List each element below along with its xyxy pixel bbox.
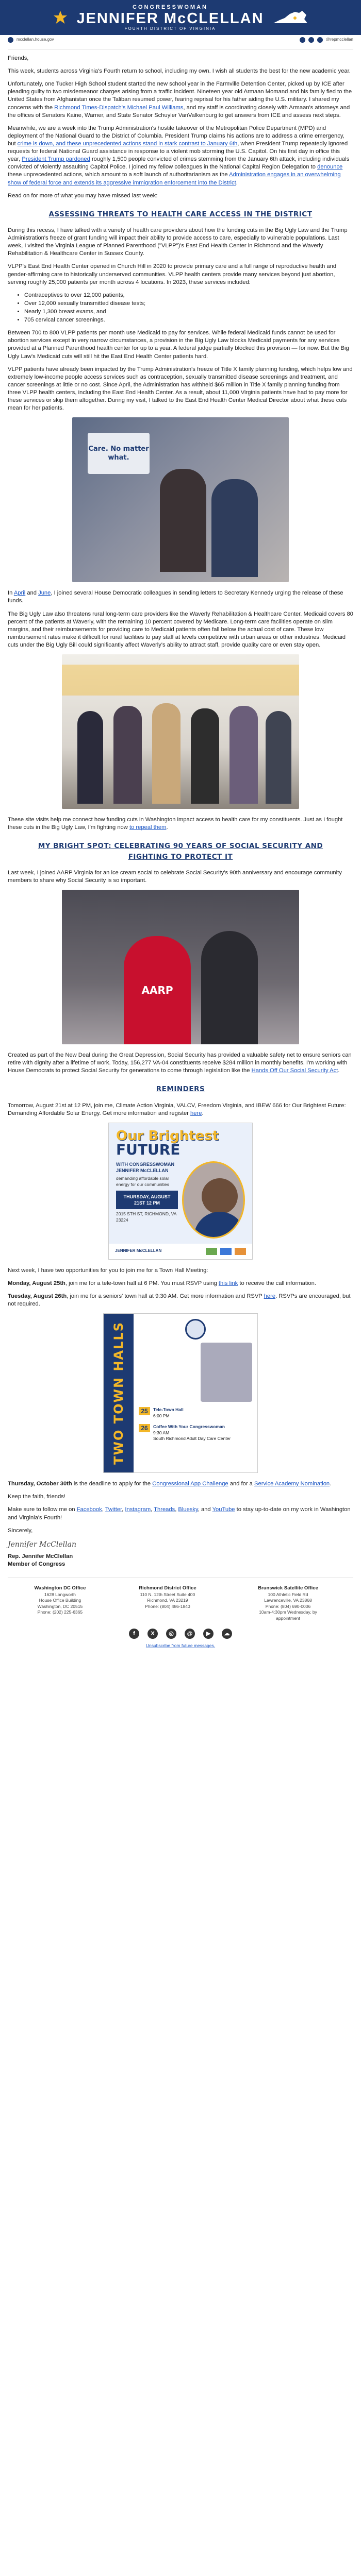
header-title-prefix: CONGRESSWOMAN [133,4,208,10]
threads-link[interactable]: Threads [154,1506,175,1513]
signature-block [8,1527,353,1568]
reminders-paragraph-1 [8,1102,353,1117]
list-item: • Over 12,000 sexually transmitted disease tests; [24,300,353,308]
flyer-bottom [109,1244,252,1259]
follow-paragraph: Make sure to follow me on Facebook, Twitter, Instagram, Threads, Bluesky, and YouTube to stay up-to-date on my work in Washington and Virginia's Fourth! [8,1506,351,1521]
event-time: 9:30 AM [153,1430,170,1435]
facebook-icon[interactable] [300,37,305,43]
health-paragraph-3: Between 700 to 800 VLPP patients per month use Medicaid to pay for services. While federal Medicaid funds cannot be used for abortion services except in very narrow circumstances, a provision in the Big Ugly Law blocks Medicaid payments for any services provided at a Planned Parenthood health center for up to a year. A federal judge partially blocked this provision — for now. But the Big Ugly Law's Medicaid cuts will still hit the East End Health Center patients hard. [8,330,349,360]
office-line: Lawrenceville, VA 23868 [264,1598,312,1603]
virginia-map-icon [272,10,308,25]
text: Make sure to follow me on [8,1506,77,1513]
social-security-section-title: MY BRIGHT SPOT: CELEBRATING 90 YEARS OF SOCIAL SECURITY AND FIGHTING TO PROTECT IT [38,842,323,861]
bluesky-icon[interactable]: ☁ [222,1629,232,1639]
town-hall-event-2 [139,1424,252,1442]
sponsor-logo [220,1248,232,1255]
federal-force-link[interactable]: Administration engages in an overwhelming show of federal force and extends its aggressive immigration enforcement into the District [8,172,341,186]
social-security-paragraph-2 [8,1052,353,1075]
signer-role: Member of Congress [8,1561,65,1567]
event-title: Coffee With Your Congresswoman [153,1424,225,1430]
text: Meanwhile, we are a week into the Trump Administration's hostile takeover of the Metropolitan Police Department (MPD) and deployment of the National Guard to the District of Columbia. President Trump claims his actions are to address a crime emergency, but [8,125,344,147]
office-line: 1628 Longworth [44,1591,76,1597]
text: . RSVPs are encouraged, but not required. [8,1293,351,1308]
list-item: • Contraceptives to over 12,000 patients, [24,292,353,299]
header-name-block [76,4,264,32]
reminders-section-title: REMINDERS [156,1085,205,1094]
text: to receive the call information. [238,1280,316,1286]
health-paragraph-4: VLPP patients have already been impacted by the Trump Administration's freeze of Title X family planning funding, which helps low and extremely low-income people access services such as contraception, sexually transmitted disease screenings and treatment, and cancer screenings at little or no cost. Since April, the Administration has withheld $65 million in Title X family planning funding from three VLPP health centers, including the East End Health Center. As a result, about 11,000 Virginia patients have had to pay more for these services or skip them altogether. During my visit, I talked to the East End Health Center Medical Director about what these cuts mean for her patients. [8,366,353,412]
instagram-icon[interactable] [317,37,323,43]
town-halls-main [134,1314,257,1472]
planned-parenthood-photo [72,417,289,582]
instagram-icon[interactable]: ◎ [166,1629,176,1639]
text: In [8,590,14,597]
text: roughly 1,500 people convicted of crimes stemming from the January 6th attack, including individuals convicted of violently assaulting Capitol Police. I joined my fellow colleagues in the National Capital Region Delegation to [8,156,350,171]
intro-paragraph-4: Read on for more of what you may have missed last week: [8,192,158,199]
text: and for a [228,1481,255,1487]
repeal-link[interactable]: to repeal them [129,824,167,831]
text: and [25,590,39,597]
office-line: House Office Building [39,1598,81,1603]
social-handle-group[interactable] [300,37,353,43]
text: . [338,1067,340,1074]
facebook-icon[interactable]: f [129,1629,139,1639]
instagram-link[interactable]: Instagram [125,1506,151,1513]
solar-event-register-link[interactable]: here [190,1110,202,1116]
text: , and my staff is coordinating closely with Armaan's attorneys and the offices of Senators Kaine, Warner, and State Senator Schuyler VanValkenburg to get answers from ICE and assess next steps. [8,104,350,118]
text: . [236,179,238,186]
text: , join me for a tele-town hall at 6 PM. You must RSVP using [65,1280,219,1286]
office-title: Washington DC Office [34,1585,86,1591]
youtube-link[interactable]: YouTube [212,1506,235,1513]
website-link[interactable]: mcclellan.house.gov [17,37,54,42]
service-academy-link[interactable]: Service Academy Nomination [254,1481,330,1487]
seniors-town-hall-rsvp-link[interactable]: here [264,1293,276,1300]
flyer-portrait [182,1161,245,1239]
social-security-paragraph-1: Last week, I joined AARP Virginia for an ice cream social to celebrate Social Security's 90th anniversary and encourage community members to share why Social Security is so important. [8,869,342,884]
event-date-number: 25 [139,1407,150,1415]
health-paragraph-7 [8,816,353,832]
seniors-town-hall-date: Tuesday, August 26th [8,1293,67,1300]
x-icon[interactable] [308,37,314,43]
header-banner [0,0,361,35]
keep-the-faith: Keep the faith, friends! [8,1494,65,1500]
office-title: Brunswick Satellite Office [258,1585,318,1591]
event-place: South Richmond Adult Day Care Center [153,1436,231,1442]
flyer-with: WITH CONGRESSWOMAN JENNIFER McCLELLAN [116,1161,174,1173]
text: , join me for a seniors' town hall at 9:30 AM. Get more information and RSVP [67,1293,264,1300]
text: to stay up-to-date on my work in Washington and Virginia's Fourth! [8,1506,351,1521]
aarp-photo [62,890,299,1044]
office-line: Phone: (202) 225-6365 [37,1609,83,1615]
health-paragraph-6: The Big Ugly Law also threatens rural long-term care providers like the Waverly Rehabilitation & Healthcare Center. Medicaid covers 80 percent of the patients at Waverly, with the remaining 10 percent covered by Medicare. Long-term care facilities operate on slim margins, and their reimbursements for providing care to Medicaid patients often fall below the actual cost of care. These low reimbursement rates make it difficult for rural facilities to pay staff at levels competitive with urban areas or other industries. Medicaid cuts under the Big Ugly Bill could significantly affect Waverly's ability to attract staff, provide quality care or even stay open. [8,611,353,648]
congresswoman-photo [201,1343,252,1402]
header-district: FOURTH DISTRICT OF VIRGINIA [124,26,216,31]
deadline-paragraph [8,1480,353,1488]
health-paragraph-5 [8,589,353,605]
flyer-body [116,1161,245,1244]
twitter-link[interactable]: Twitter [105,1506,122,1513]
flyer-text-col [116,1161,178,1239]
bluesky-link[interactable]: Bluesky [178,1506,198,1513]
text: Unfortunately, one Tucker High School student started the new school year in the Farmville Detention Center, picked up by ICE after pleading guilty to two misdemeanor charges arising from a traffic incident. Nineteen year old Armaan Momand and his family fled to the United States from Afghanistan once the Taliban resumed power, fearing reprisal for his father aiding the U.S. military. I shared my concerns with the [8,81,352,111]
sponsor-logo [206,1248,217,1255]
signer-name: Rep. Jennifer McClellan [8,1553,73,1560]
text: . [202,1110,204,1116]
flyer-desc: demanding affordable solar energy for our communities [116,1176,169,1187]
event-date-number: 26 [139,1424,150,1432]
youtube-icon[interactable]: ▶ [203,1629,214,1639]
brightest-future-flyer[interactable] [108,1123,253,1260]
text: these unprecedented actions, which amount to a soft launch of authoritarianism as the [8,172,229,178]
intro-paragraph-1: This week, students across Virginia's Fourth return to school, including my own. I wish all students the best for the new academic year. [8,68,351,75]
text: is the deadline to apply for the [72,1481,153,1487]
town-halls-vertical-title: TWO TOWN HALLS [111,1321,126,1465]
flyer-top [109,1123,252,1244]
website-link-group[interactable] [8,37,54,43]
flyer-heading-line1: Our Brightest [116,1128,219,1144]
town-halls-flyer[interactable] [103,1313,258,1473]
unsubscribe-link[interactable]: Unsubscribe from future messages. [145,1643,216,1649]
seniors-town-hall-paragraph [8,1293,353,1308]
threads-icon[interactable]: @ [185,1629,195,1639]
text: Created as part of the New Deal during the Great Depression, Social Security has provided a valuable safety net to ensure seniors can retire with dignity after a lifetime of work. Today, 156,277 VA-04 constituents receive $284 million in monthly benefits. I'm working with House Democrats to protect Social Security for generations to come through legislation like the [8,1052,352,1074]
event-time: 6:00 PM [153,1413,170,1418]
health-paragraph-1: During this recess, I have talked with a variety of health care providers about how the funding cuts in the Big Ugly Law and the Trump Administration's freeze of grant funding will impact their ability to provide access to care, especially to vulnerable populations. Last week, I visited the Virginia League of Planned Parenthood ("VLPP")'s East End Health Center in Richmond and the Waverly Rehabilitation & Healthcare Center in Sussex County. [8,227,348,257]
health-paragraph-2: VLPP's East End Health Center opened in Church Hill in 2020 to provide primary care and a full range of reproductive health and gender-affirming care to historically underserved communities. VLPP health centers provide many services beyond just abortion, serving roughly 25,000 patients per month across 4 locations. In 2023, these services included: [8,263,337,285]
social-handle[interactable]: @repmcclellan [325,37,353,42]
office-line: Phone: (804) 486-1840 [145,1603,190,1609]
care-sign-text: Care. No matter what. [88,445,149,462]
services-list [24,292,353,324]
sincerely: Sincerely, [8,1527,33,1534]
office-brunswick [250,1585,327,1621]
denounce-link[interactable]: denounce [317,164,343,171]
reminders-paragraph-2: Next week, I have two opportunities for you to join me for a Town Hall Meeting: [8,1267,208,1274]
intro-paragraph-2 [8,80,353,120]
sponsor-logo [235,1248,246,1255]
health-section-title: ASSESSING THREATS TO HEALTH CARE ACCESS IN THE DISTRICT [48,210,313,218]
town-hall-event-1 [139,1407,252,1419]
unsubscribe [8,1643,353,1649]
office-richmond [139,1585,196,1621]
crime-down-link[interactable]: crime is down, and these unprecedented actions stand in stark contrast to January 6th [17,140,238,147]
tele-town-hall-date: Monday, August 25th [8,1280,65,1286]
waverly-group-photo [62,654,299,809]
text: Tomorrow, August 21st at 12 PM, join me, Climate Action Virginia, VALCV, Freedom Virginia, and IBEW 666 for Our Brightest Future: Demanding Affordable Solar Energy. Get more information and register [8,1102,346,1116]
text: . [330,1481,332,1487]
congress-seal-icon [185,1319,206,1340]
office-line: Richmond, VA 23219 [147,1598,188,1603]
event-title: Tele-Town Hall [153,1407,184,1413]
list-item: • 705 cervical cancer screenings. [24,316,353,324]
flyer-place: 2015 STH ST, RICHMOND, VA 23224 [116,1211,176,1223]
text: , when President Trump repeatedly ignored requests for federal National Guard assistance in response to a violent mob storming the U.S. Capitol. On his first day in office this year, [8,140,348,163]
footer-social-icons [8,1629,353,1639]
header-name: JENNIFER McCLELLAN [76,10,264,27]
text: These site visits help me connect how funding cuts in Washington impact access to health care for my constituents. Just as I fought these cuts in the Big Ugly Law, I'm fighting now [8,817,343,831]
flyer-sponsor-logos [206,1248,246,1255]
trump-pardon-link[interactable]: President Trump pardoned [22,156,90,163]
text: , I joined several House Democratic colleagues in sending letters to Secretary Kennedy urging the release of these funds. [8,590,343,604]
aarp-shirt-text: AARP [141,984,173,996]
hands-off-ss-act-link[interactable]: Hands Off Our Social Security Act [251,1067,338,1074]
office-dc [34,1585,86,1621]
signature: Jennifer McClellan [8,1540,76,1549]
app-challenge-link[interactable]: Congressional App Challenge [152,1481,228,1487]
facebook-link[interactable]: Facebook [76,1506,102,1513]
list-item: • Nearly 1,300 breast exams, and [24,308,353,316]
june-letter-link[interactable]: June [38,590,51,597]
april-letter-link[interactable]: April [13,590,26,597]
office-line: Phone: (804) 690-0006 [265,1603,311,1609]
tele-town-hall-rsvp-link[interactable]: this link [218,1280,238,1286]
footer-offices [8,1578,353,1621]
globe-icon [8,37,13,43]
intro-paragraph-3 [8,125,353,187]
tele-town-hall-paragraph [8,1280,353,1287]
deadline-date: Thursday, October 30th [8,1481,72,1487]
text: , and [198,1506,212,1513]
office-line: 110 N. 12th Street Suite 400 [140,1591,195,1597]
office-title: Richmond District Office [139,1585,196,1591]
x-icon[interactable]: X [147,1629,158,1639]
flyer-date: THURSDAY, AUGUST 21ST 12 PM [116,1191,178,1209]
office-line: Washington, DC 20515 [37,1603,83,1609]
star-icon [53,10,68,25]
greeting: Friends, [8,55,29,61]
header-social-row [8,35,353,49]
text: . [166,824,168,831]
town-halls-side [104,1314,134,1472]
flyer-heading-line2: FUTURE [116,1141,180,1158]
body-content [8,49,353,1649]
flyer-brand: JENNIFER McCLELLAN [115,1248,162,1253]
office-line: 100 Athletic Field Rd [268,1591,308,1597]
times-dispatch-link[interactable]: Richmond Times-Dispatch's Michael Paul Williams [54,104,184,111]
office-line: 10am-4:30pm Wednesday, by appointment [259,1609,317,1621]
